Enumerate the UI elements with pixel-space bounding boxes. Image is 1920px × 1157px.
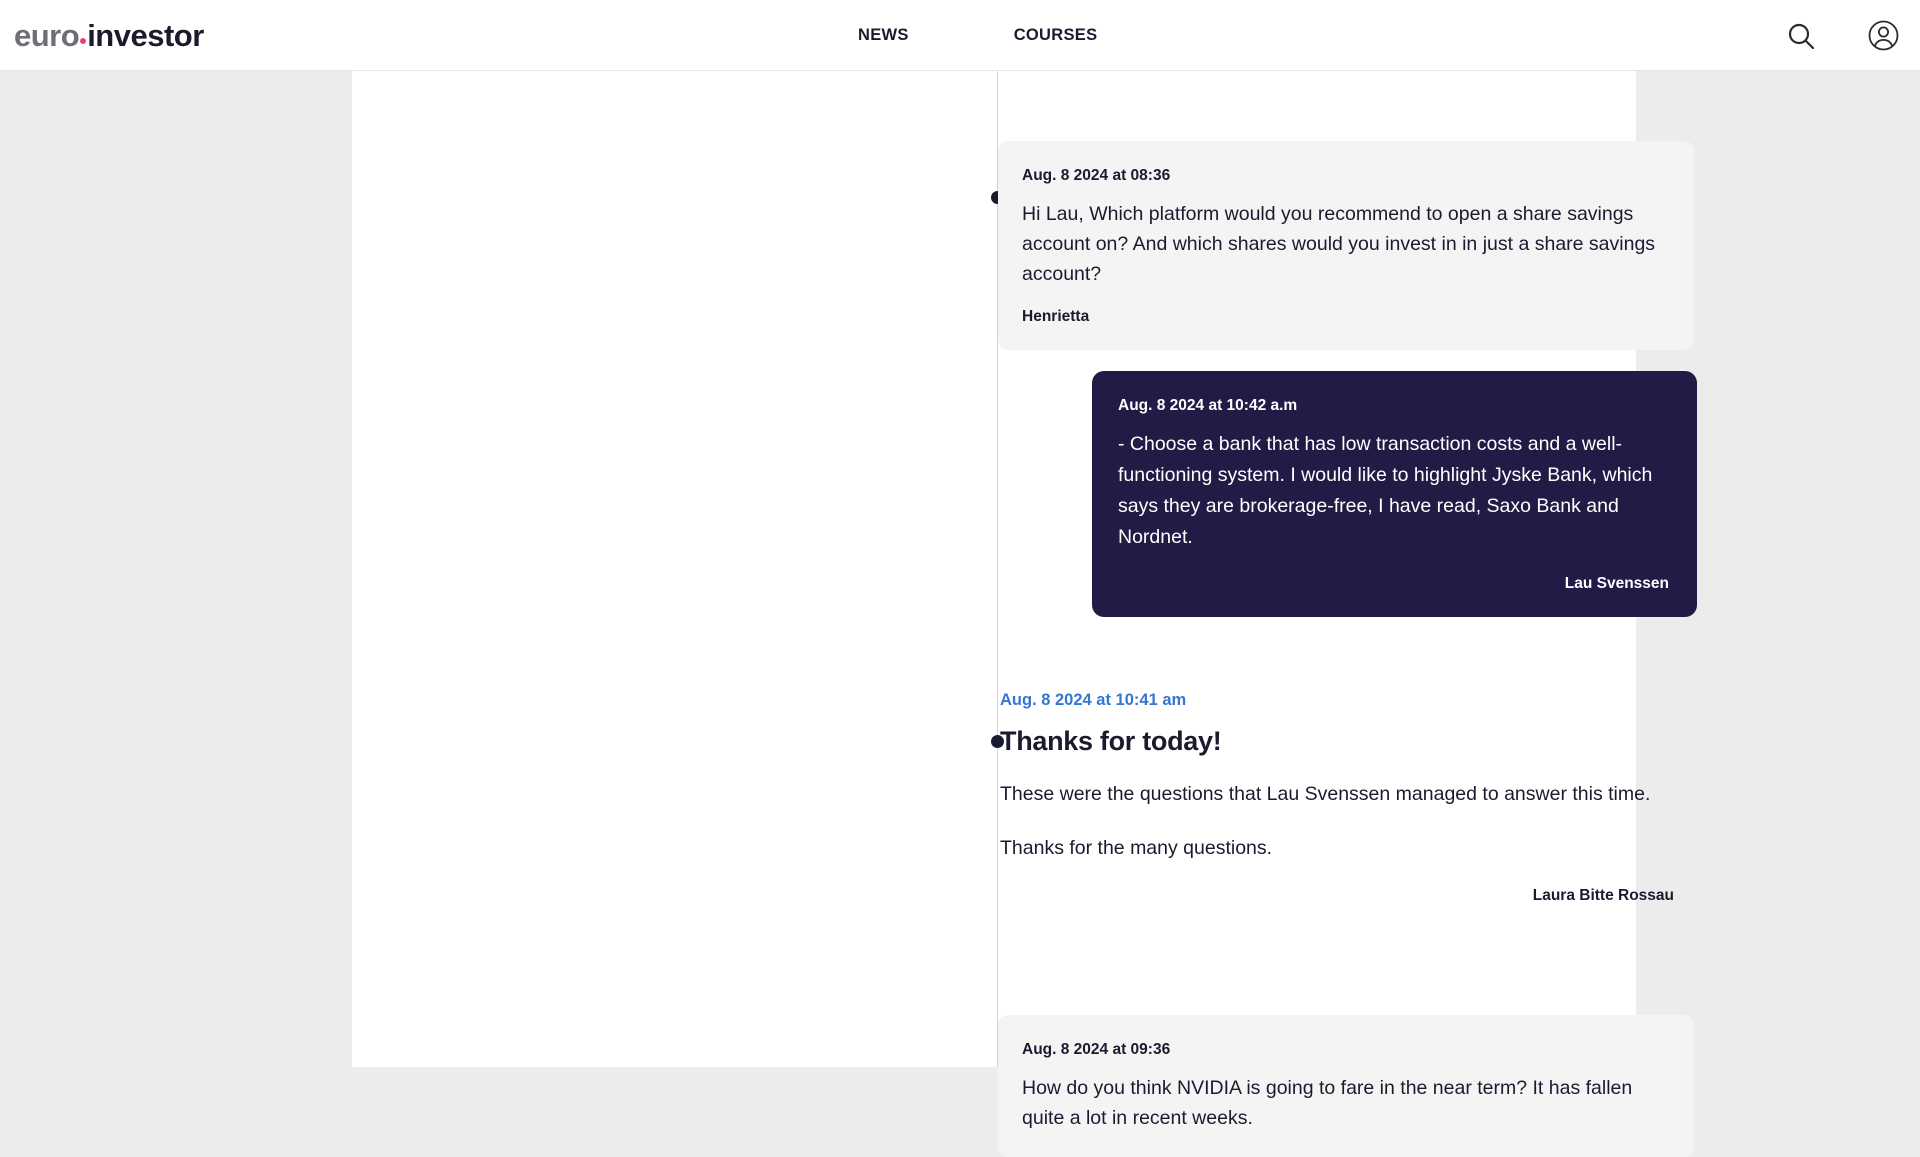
header-icon-group [1784,0,1900,71]
question-card [998,141,1694,350]
page-body [0,71,1920,1129]
main-navigation [858,0,1097,71]
question-timestamp: Aug. 8 2024 at 08:36 [1022,167,1171,184]
closing-post [1000,691,1700,905]
content-column [352,71,1674,1129]
answer-author: Lau Svenssen [1564,575,1669,592]
account-icon[interactable] [1866,19,1900,53]
post-paragraph-1: These were the questions that Lau Svenssen managed to answer this time. [1000,783,1651,805]
site-header [0,0,1920,71]
question-timestamp: Aug. 8 2024 at 09:36 [1022,1041,1171,1058]
post-signature: Laura Bitte Rossau [1532,887,1674,904]
question-card [998,1015,1694,1157]
logo-text-investor: investor [87,17,204,53]
logo-text-euro: euro [14,17,80,53]
nav-item-news[interactable]: NEWS [858,26,909,44]
nav-item-courses[interactable]: COURSES [1013,26,1098,44]
question-author: Henrietta [1022,308,1090,325]
logo-dot-icon [80,38,86,44]
answer-card [1092,371,1697,617]
post-paragraph-2: Thanks for the many questions. [1000,837,1273,859]
search-icon[interactable] [1784,19,1818,53]
post-timestamp[interactable]: Aug. 8 2024 at 10:41 am [1000,691,1187,709]
site-logo[interactable] [14,17,204,53]
post-title: Thanks for today! [1000,726,1222,756]
answer-body: - Choose a bank that has low transaction costs and a well-functioning system. I would like to highlight Jyske Bank, which says they are brokerage-free, I have read, Saxo Bank and Nordnet. [1118,433,1653,548]
answer-timestamp: Aug. 8 2024 at 10:42 a.m [1118,397,1298,414]
question-body: Hi Lau, Which platform would you recommend to open a share savings account on? And which shares would you invest in in just a share savings account? [1022,203,1656,285]
question-body: How do you think NVIDIA is going to fare in the near term? It has fallen quite a lot in recent weeks. [1022,1077,1633,1129]
